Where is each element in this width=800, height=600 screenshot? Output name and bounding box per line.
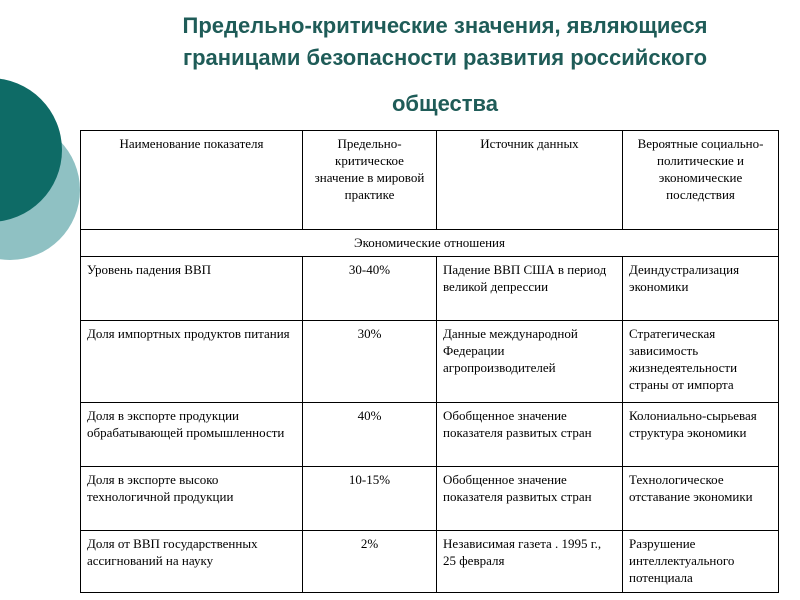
indicator-cell: Доля импортных продуктов питания — [81, 321, 303, 403]
critical-values-table — [80, 130, 779, 593]
source-cell: Падение ВВП США в период великой депрессии — [437, 257, 623, 321]
value-cell: 10-15% — [303, 467, 437, 531]
title-line-2: границами безопасности развития российского — [182, 45, 708, 70]
section-row — [81, 230, 779, 257]
title-line-3: общества — [391, 91, 498, 116]
indicator-cell: Доля в экспорте высоко технологичной продукции — [81, 467, 303, 531]
consequence-cell: Стратегическая зависимость жизнедеятельности страны от импорта — [623, 321, 779, 403]
title-line-1: Предельно-критические значения, являющиеся — [182, 13, 708, 38]
consequence-cell: Разрушение интеллектуального потенциала — [623, 531, 779, 593]
indicator-cell: Уровень падения ВВП — [81, 257, 303, 321]
consequence-cell: Колониально-сырьевая структура экономики — [623, 403, 779, 467]
value-cell: 30-40% — [303, 257, 437, 321]
source-cell: Независимая газета . 1995 г., 25 февраля — [437, 531, 623, 593]
value-cell: 30% — [303, 321, 437, 403]
consequence-cell: Технологическое отставание экономики — [623, 467, 779, 531]
header-indicator: Наименование показателя — [81, 131, 303, 230]
table-row — [81, 403, 779, 467]
table-row — [81, 467, 779, 531]
table-row — [81, 257, 779, 321]
source-cell: Данные международной Федерации агропроизводителей — [437, 321, 623, 403]
table-row — [81, 531, 779, 593]
header-consequences: Вероятные социально-политические и экономические последствия — [623, 131, 779, 230]
indicator-cell: Доля в экспорте продукции обрабатывающей промышленности — [81, 403, 303, 467]
source-cell: Обобщенное значение показателя развитых стран — [437, 467, 623, 531]
consequence-cell: Деиндустрализация экономики — [623, 257, 779, 321]
indicator-cell: Доля от ВВП государственных ассигнований на науку — [81, 531, 303, 593]
slide-title — [100, 10, 790, 120]
header-row — [81, 131, 779, 230]
header-source: Источник данных — [437, 131, 623, 230]
table-row — [81, 321, 779, 403]
value-cell: 2% — [303, 531, 437, 593]
value-cell: 40% — [303, 403, 437, 467]
source-cell: Обобщенное значение показателя развитых стран — [437, 403, 623, 467]
section-label: Экономические отношения — [81, 230, 779, 257]
header-critical-value: Предельно-критическое значение в мировой практике — [303, 131, 437, 230]
